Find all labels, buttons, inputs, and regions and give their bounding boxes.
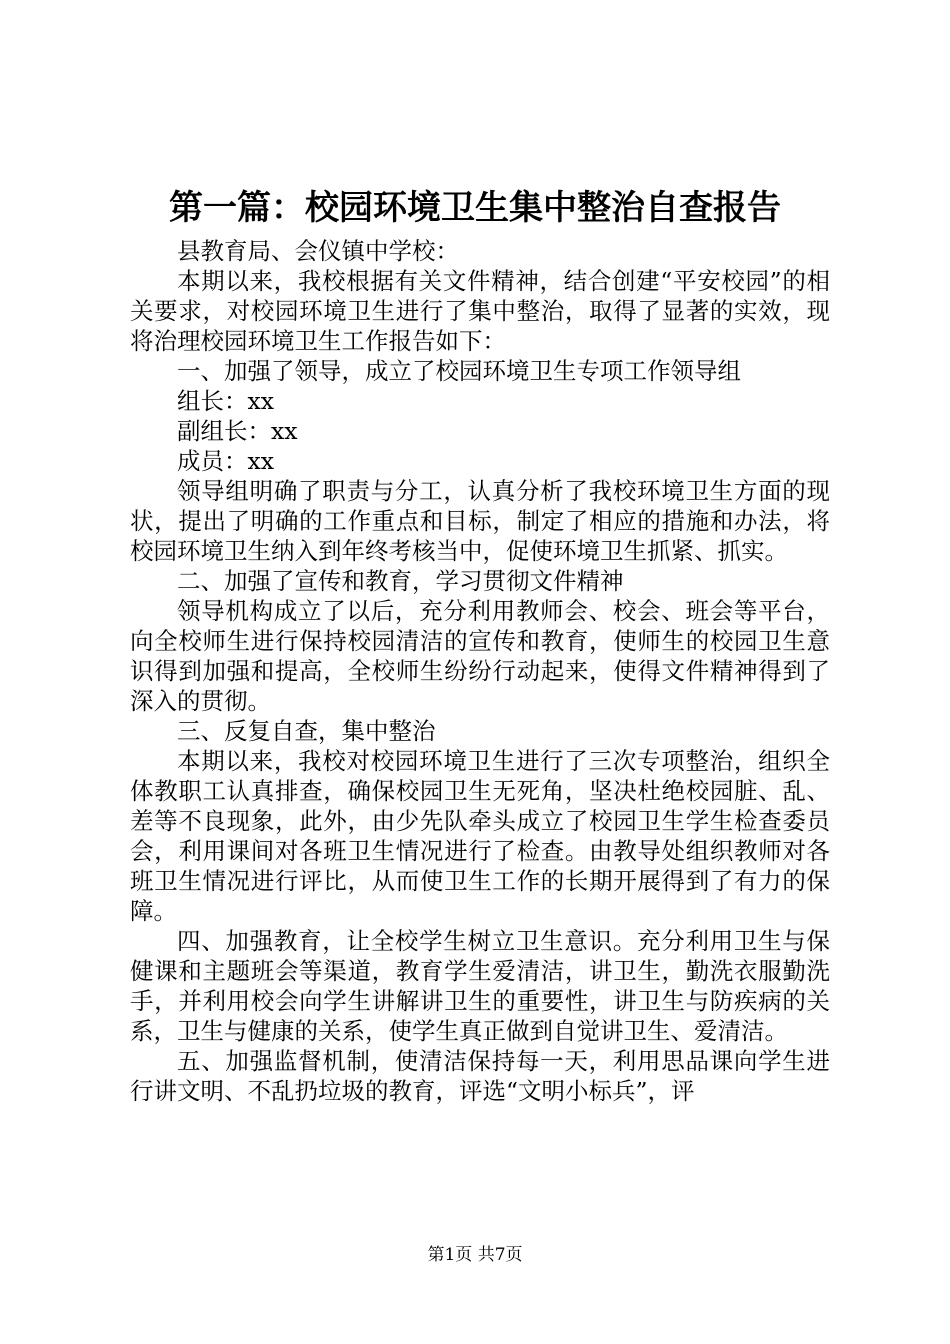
salutation: 县教育局、会仪镇中学校：	[177, 237, 459, 265]
team-members: 成员：xx	[177, 447, 275, 475]
team-leader: 组长：xx	[177, 387, 275, 415]
section-heading-3: 三、反复自查，集中整治	[177, 717, 436, 745]
paragraph-education: 四、加强教育，让全校学生树立卫生意识。充分利用卫生与保健课和主题班会等渠道，教育学生爱清洁，讲卫生，勤洗衣服勤洗手，并利用校会向学生讲解讲卫生的重要性，讲卫生与防疾病的关系，卫生与健康的关系，使学生真正做到自觉讲卫生、爱清洁。	[130, 927, 830, 1045]
section-heading-1: 一、加强了领导，成立了校园环境卫生专项工作领导组	[177, 357, 741, 385]
paragraph-supervision: 五、加强监督机制，使清洁保持每一天，利用思品课向学生进行讲文明、不乱扔垃圾的教育，评选“文明小标兵”，评	[130, 1047, 830, 1105]
paragraph-inspection: 本期以来，我校对校园环境卫生进行了三次专项整治，组织全体教职工认真排查，确保校园卫生无死角，坚决杜绝校园脏、乱、差等不良现象，此外，由少先队牵头成立了校园卫生学生检查委员会，利用课间对各班卫生情况进行了检查。由教导处组织教师对各班卫生情况进行评比，从而使卫生工作的长期开展得到了有力的保障。	[130, 747, 830, 925]
paragraph-publicity: 领导机构成立了以后，充分利用教师会、校会、班会等平台，向全校师生进行保持校园清洁的宣传和教育，使师生的校园卫生意识得到加强和提高，全校师生纷纷行动起来，使得文件精神得到了深入的贯彻。	[130, 597, 830, 715]
page-title: 第一篇：校园环境卫生集中整治自查报告	[169, 188, 781, 228]
paragraph-intro: 本期以来，我校根据有关文件精神，结合创建“平安校园”的相关要求，对校园环境卫生进行了集中整治，取得了显著的实效，现将治理校园环境卫生工作报告如下：	[130, 267, 830, 355]
team-deputy-leader: 副组长：xx	[177, 417, 298, 445]
paragraph-leadership: 领导组明确了职责与分工，认真分析了我校环境卫生方面的现状，提出了明确的工作重点和目标，制定了相应的措施和办法，将校园环境卫生纳入到年终考核当中，促使环境卫生抓紧、抓实。	[130, 477, 830, 565]
document-body	[130, 236, 830, 1106]
section-heading-2: 二、加强了宣传和教育，学习贯彻文件精神	[177, 567, 624, 595]
page-footer: 第1页 共7页	[427, 1245, 523, 1265]
